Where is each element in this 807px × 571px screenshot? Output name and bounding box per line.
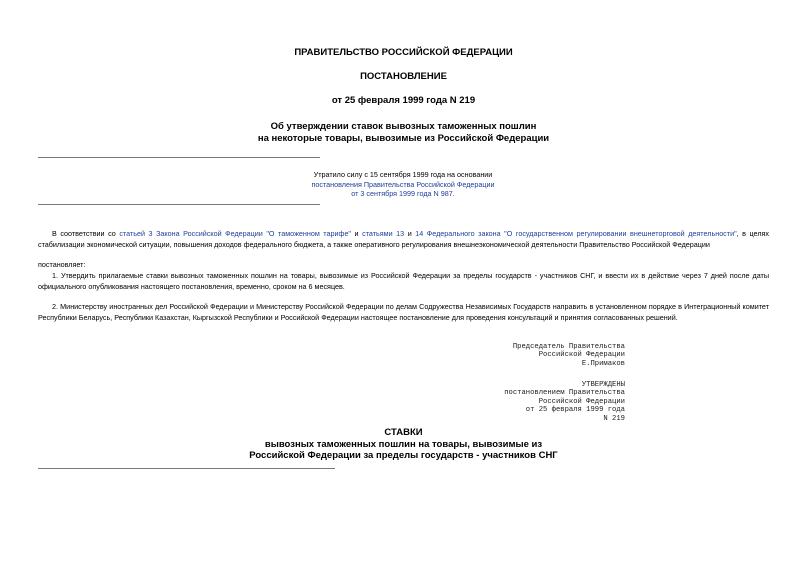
approved-line-4: от 25 февраля 1999 года [525,406,625,415]
preamble-paragraph [38,228,769,251]
approved-line-1: УТВЕРЖДЕНЫ [581,381,625,389]
date-number: от 25 февраля 1999 года N 219 [331,95,476,106]
preamble-text-4: , в целях стабилизации экономической ситуации, повышения доходов федерального бюджета, а также оперативного регулирования внешнеэкономической деятельности Правительство Российской Федерации [38,229,769,250]
link-federal-law[interactable]: 14 Федерального закона "О государственном регулировании внешнеторговой деятельности" [415,229,737,238]
rates-line-1: вывозных таможенных пошлин на товары, вывозимые из [264,439,543,450]
title-line-1: Об утверждении ставок вывозных таможенных пошлин [270,121,537,132]
preamble-text-1: В соответствии со [52,229,120,238]
status-line: Утратило силу с 15 сентября 1999 года на основании [313,170,493,179]
divider-middle [38,204,320,205]
preamble-text-2: и [351,229,363,238]
title-line-2: на некоторые товары, вывозимые из Российской Федерации [257,133,550,144]
decree-word: постановляет: [38,260,86,269]
status-note [250,170,556,199]
signature-line-3: Е.Примаков [581,359,625,368]
divider-top [38,157,320,158]
link-articles-13[interactable]: статьями 13 [362,229,405,238]
rates-line-2: Российской Федерации за пределы государств - участников СНГ [249,450,558,461]
approved-line-5: N 219 [603,414,625,423]
doc-type-heading: ПОСТАНОВЛЕНИЕ [360,71,447,82]
signature-block [430,343,625,368]
approved-line-2: постановлением Правительства [504,389,625,398]
status-link-line-1[interactable]: постановления Правительства Российской Федерации [311,179,495,189]
status-link-line-2[interactable]: от 3 сентября 1999 года N 987. [351,189,455,199]
government-heading: ПРАВИТЕЛЬСТВО РОССИЙСКОЙ ФЕДЕРАЦИИ [294,47,513,58]
signature-line-1: Председатель Правительства [512,343,625,351]
item-1: 1. Утвердить прилагаемые ставки вывозных таможенных пошлин на товары, вывозимые из Российской Федерации за пределы государств - участников СНГ, и ввести их в действие через 7 дней после даты официального опубликования настоящего постановления, временно, сроком на 6 месяцев. [38,271,769,292]
preamble-text-3: и [404,229,416,238]
item-2: 2. Министерству иностранных дел Российской Федерации и Министерству Российской Федерации по делам Содружества Независимых Государств направить в установленном порядке в Интеграционный комитет Республики Беларусь, Республики Казахстан, Кыргызской Республики и Российской Федерации настоящее постановление для проведения консультаций и принятия согласованных решений. [38,302,769,323]
rates-title: СТАВКИ [384,427,423,438]
approved-block [430,381,625,423]
divider-bottom [38,468,335,469]
signature-line-2: Российской Федерации [538,351,625,360]
approved-line-3: Российской Федерации [538,397,625,406]
link-tariff-law[interactable]: статьей 3 Закона Российской Федерации "О таможенном тарифе" [119,229,351,238]
